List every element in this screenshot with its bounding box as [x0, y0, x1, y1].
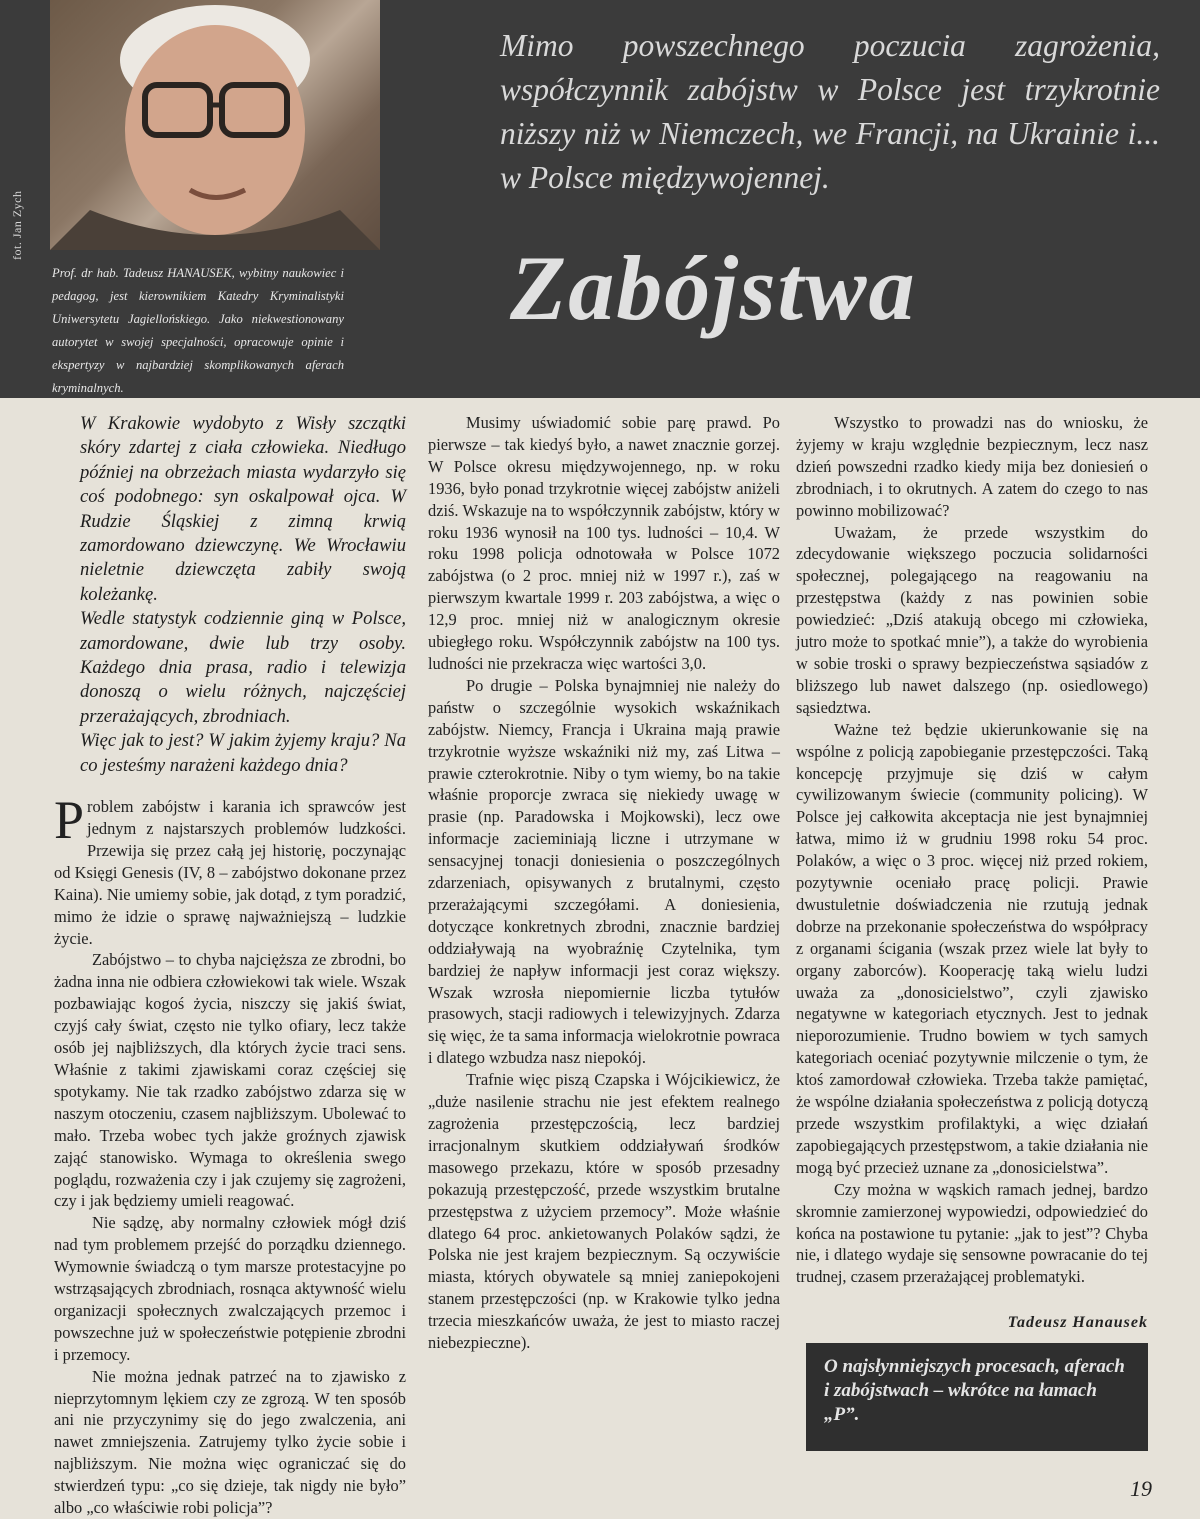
author-photo — [50, 0, 380, 250]
body-paragraph: Zabójstwo – to chyba najcięższa ze zbrodni, bo żadna inna nie odbiera człowiekowi tak wiele. Wszak pozbawiając kogoś życia, niszczy się jakiś świat, czyjś cały świat, często nie tylko ofiary, lecz także osób jej najbliższych, dla których życie traci sens. Właśnie z takimi zjawiskami coraz częściej się spotykamy. Nie tak rzadko zabójstwo zdarza się w naszym otoczeniu, czasem najbliższym. Ubolewać to mało. Trzeba wobec tych jakże groźnych zjawisk zająć stanowisko. Wymaga to określenia swego poglądu, rozważenia czy i jak czujemy się zagrożeni, czy i jak będziemy umieli reagować. — [54, 950, 406, 1211]
body-paragraph: Nie sądzę, aby normalny człowiek mógł dziś nad tym problemem przejść do porządku dziennego. Wymownie świadczą o tym marsze protestacyjne po wstrząsających zbrodniach, rosnąca aktywność wielu organizacji społecznych zwalczających przemoc i powszechne już w społeczeństwie potępienie zbrodni i przemocy. — [54, 1213, 406, 1364]
intro-paragraph: Wedle statystyk codziennie giną w Polsce, zamordowane, dwie lub trzy osoby. Każdego dnia prasa, radio i telewizja donoszą o wielu różnych, najczęściej przerażających, zbrodniach. — [80, 608, 406, 727]
column-2 — [428, 412, 780, 1354]
intro-paragraph: Więc jak to jest? W jakim żyjemy kraju? Na co jesteśmy narażeni każdego dnia? — [80, 730, 406, 776]
author-signature: Tadeusz Hanausek — [1007, 1314, 1148, 1332]
header-band — [0, 0, 1200, 398]
body-paragraph: Czy można w wąskich ramach jednej, bardzo skromnie zamierzonej wypowiedzi, odpowiedzieć do końca na postawione tu pytanie: „jak to jest”? Chyba nie, i dlatego wydaje się sensowne powracanie do tej trudnej, czasem przerażającej problematyki. — [796, 1179, 1148, 1287]
column-1 — [54, 412, 406, 1519]
body-paragraph: Po drugie – Polska bynajmniej nie należy do państw o szczególnie wysokich wskaźnikach zabójstw. Niemcy, Francja i Ukraina mają prawie trzykrotnie wyższe wskaźniki niż my, zaś Litwa – prawie czterokrotnie. Niby o tym wiemy, bo na takie właśnie proporcje zwraca się niekiedy uwagę w prasie (np. Paradowska i Mojkowski), lecz owe informacje zacieminiają liczne i utrzymane w sensacyjnej tonacji doniesienia o poszczególnych zdarzeniach, opisywanych z brutalnymi, często przerażającymi szczegółami. A doniesienia, dotyczące konkretnych zbrodni, znacznie bardziej oddziaływają na wyobraźnię Czytelnika, tym bardziej że napływ informacji jest coraz większy. Wszak wzrosła niepomiernie liczba tytułów prasowych, stacji radiowych i telewizyjnych. Zdarza się więc, że ta sama informacja wielokrotnie powraca i dlatego wzbudza nasz niepokój. — [428, 675, 780, 1068]
lead-quote: Mimo powszechnego poczucia zagrożenia, współczynnik zabójstw w Polsce jest trzykrotnie niższy niż w Niemczech, we Francji, na Ukrainie i... w Polsce międzywojennej. — [500, 28, 1160, 195]
intro-paragraph: W Krakowie wydobyto z Wisły szczątki skóry zdartej z ciała człowieka. Niedługo później na obrzeżach miasta wydarzyło się coś podobnego: syn oskalpował ojca. W Rudzie Śląskiej z zimną krwią zamordowano dziewczynę. We Wrocławiu nieletnie dziewczęta zabiły swoją koleżankę. — [80, 413, 406, 605]
column-3 — [796, 412, 1148, 1334]
promo-text: O najsłynniejszych procesach, aferach i zabójstwach – wkrótce na łamach „P”. — [824, 1356, 1125, 1425]
article-title: Zabójstwa — [510, 237, 917, 339]
body-paragraph: Wszystko to prowadzi nas do wniosku, że żyjemy w kraju względnie bezpiecznym, lecz nasz dzień powszedni rzadko kiedy mija bez doniesień o zbrodniach, i to okrutnych. A zatem do czego to nas powinno mobilizować? — [796, 413, 1148, 520]
page-number: 19 — [1130, 1476, 1152, 1501]
body-paragraph: Nie można jednak patrzeć na to zjawisko z nieprzytomnym lękiem czy ze zgrozą. W ten sposób ani nie przyczynimy się do jego zwalczenia, ani nawet zmniejszenia. Zatrujemy tylko życie sobie i najbliższym. Nie można więc ograniczać się do stwierdzeń typu: „co się dzieje, tak nigdy nie było” albo „co właściwie robi policja”? — [54, 1366, 406, 1518]
drop-cap: P — [54, 790, 85, 851]
body-paragraph: Trafnie więc piszą Czapska i Wójcikiewicz, że „duże nasilenie strachu nie jest efektem realnego zagrożenia przestępczością, lecz bardziej irracjonalnym skutkiem oddziaływań środków masowego przekazu, które w sposób przesadny pokazują przestępczość, przede wszystkim brutalne przestępstwa z użyciem przemocy”. Może właśnie dlatego 64 proc. ankietowanych Polaków sądzi, że Polska nie jest krajem bezpiecznym. Są oczywiście miasta, których obywatele są mniej zaniepokojeni stanem przestępczości (np. w Krakowie tylko jedna trzecia mieszkańców uważa, że jest to miasto raczej niebezpieczne). — [428, 1070, 780, 1353]
paragraph-text: roblem zabójstw i karania ich sprawców jest jednym z najstarszych problemów ludzkości. Przewija się przez całą jej historię, poczynając od Księgi Genesis (IV, 8 – zabójstwo dokonane przez Kaina). Nie umiemy sobie, jak dotąd, z tym poradzić, mimo że idzie o sprawę najważniejszą – ludzkie życie. — [54, 797, 406, 948]
photo-credit: fot. Jan Zych — [10, 190, 24, 260]
photo-caption: Prof. dr hab. Tadeusz HANAUSEK, wybitny naukowiec i pedagog, jest kierownikiem Katedry Kryminalistyki Uniwersytetu Jagiellońskiego. Jako niekwestionowany autorytet w swojej specjalności, opracowuje opinie i ekspertyzy w najbardziej skomplikowanych aferach kryminalnych. — [52, 266, 344, 395]
body-paragraph: Uważam, że przede wszystkim do zdecydowanie większego poczucia solidarności społecznej, polegającego na reagowaniu na przestępstwa (każdy z nas powinien sobie powiedzieć: „Dziś atakują obcego mi człowieka, jutro może to spotkać mnie”), a także do wyrobienia w sobie troski o sprawy bezpieczeństwa sąsiadów z bliższego lub nawet dalszego (np. osiedlowego) sąsiedztwa. — [796, 522, 1148, 717]
portrait-illustration — [50, 0, 380, 250]
body-paragraph — [54, 790, 406, 949]
body-paragraph: Ważne też będzie ukierunkowanie się na wspólne z policją zapobieganie przestępczości. Taką koncepcję przyjmuje się dziś w całym cywilizowanym świecie (community policing). W Polsce jej całkowita akceptacja nie jest bynajmniej łatwa, mimo iż w grudniu 1998 roku 54 proc. Polaków, a więc o 3 proc. więcej niż przed rokiem, pozytywnie oceniało pracę policji. Prawie dwustuletnie doświadczenia nie rzutują jednak dobrze na przekonanie społeczeństwa do współpracy z organami ścigania (wszak przez wiele lat były to organy zaborców). Kooperację taką wielu ludzi uważa za „donosicielstwo”, czyli zjawisko negatywne w kategoriach etycznych. Jest to jednak nieporozumienie. Trudno bowiem w tych samych kategoriach oceniać pozytywnie milczenie o tym, że ktoś zamordował człowieka. Trzeba także pamiętać, że wspólne działania społeczeństwa z policją dotyczą przede wszystkim profilaktyki, a więc działań zapobiegających przestępstwom, a takie działania nie mogą być przecież uznane za „donosicielstwa”. — [796, 719, 1148, 1177]
body-paragraph: Musimy uświadomić sobie parę prawd. Po pierwsze – tak kiedyś było, a nawet znacznie gorzej. W Polsce okresu międzywojennego, np. w roku 1936, było ponad trzykrotnie więcej zabójstw aniżeli dziś. Wskazuje na to współczynnik zabójstw, który w roku 1936 wynosił na 100 tys. ludności – 10,4. W roku 1998 policja odnotowała w Polsce 1072 zabójstwa (o 2 proc. mniej niż w 1997 r.), zaś w pierwszym kwartale 1999 r. 203 zabójstwa, a więc o 12,9 proc. mniej niż w analogicznym okresie ubiegłego roku. Współczynnik zabójstw na 100 tys. ludności nie przekracza więc wartości 3,0. — [428, 413, 780, 673]
intro-block — [80, 412, 406, 778]
promo-box — [806, 1343, 1148, 1451]
